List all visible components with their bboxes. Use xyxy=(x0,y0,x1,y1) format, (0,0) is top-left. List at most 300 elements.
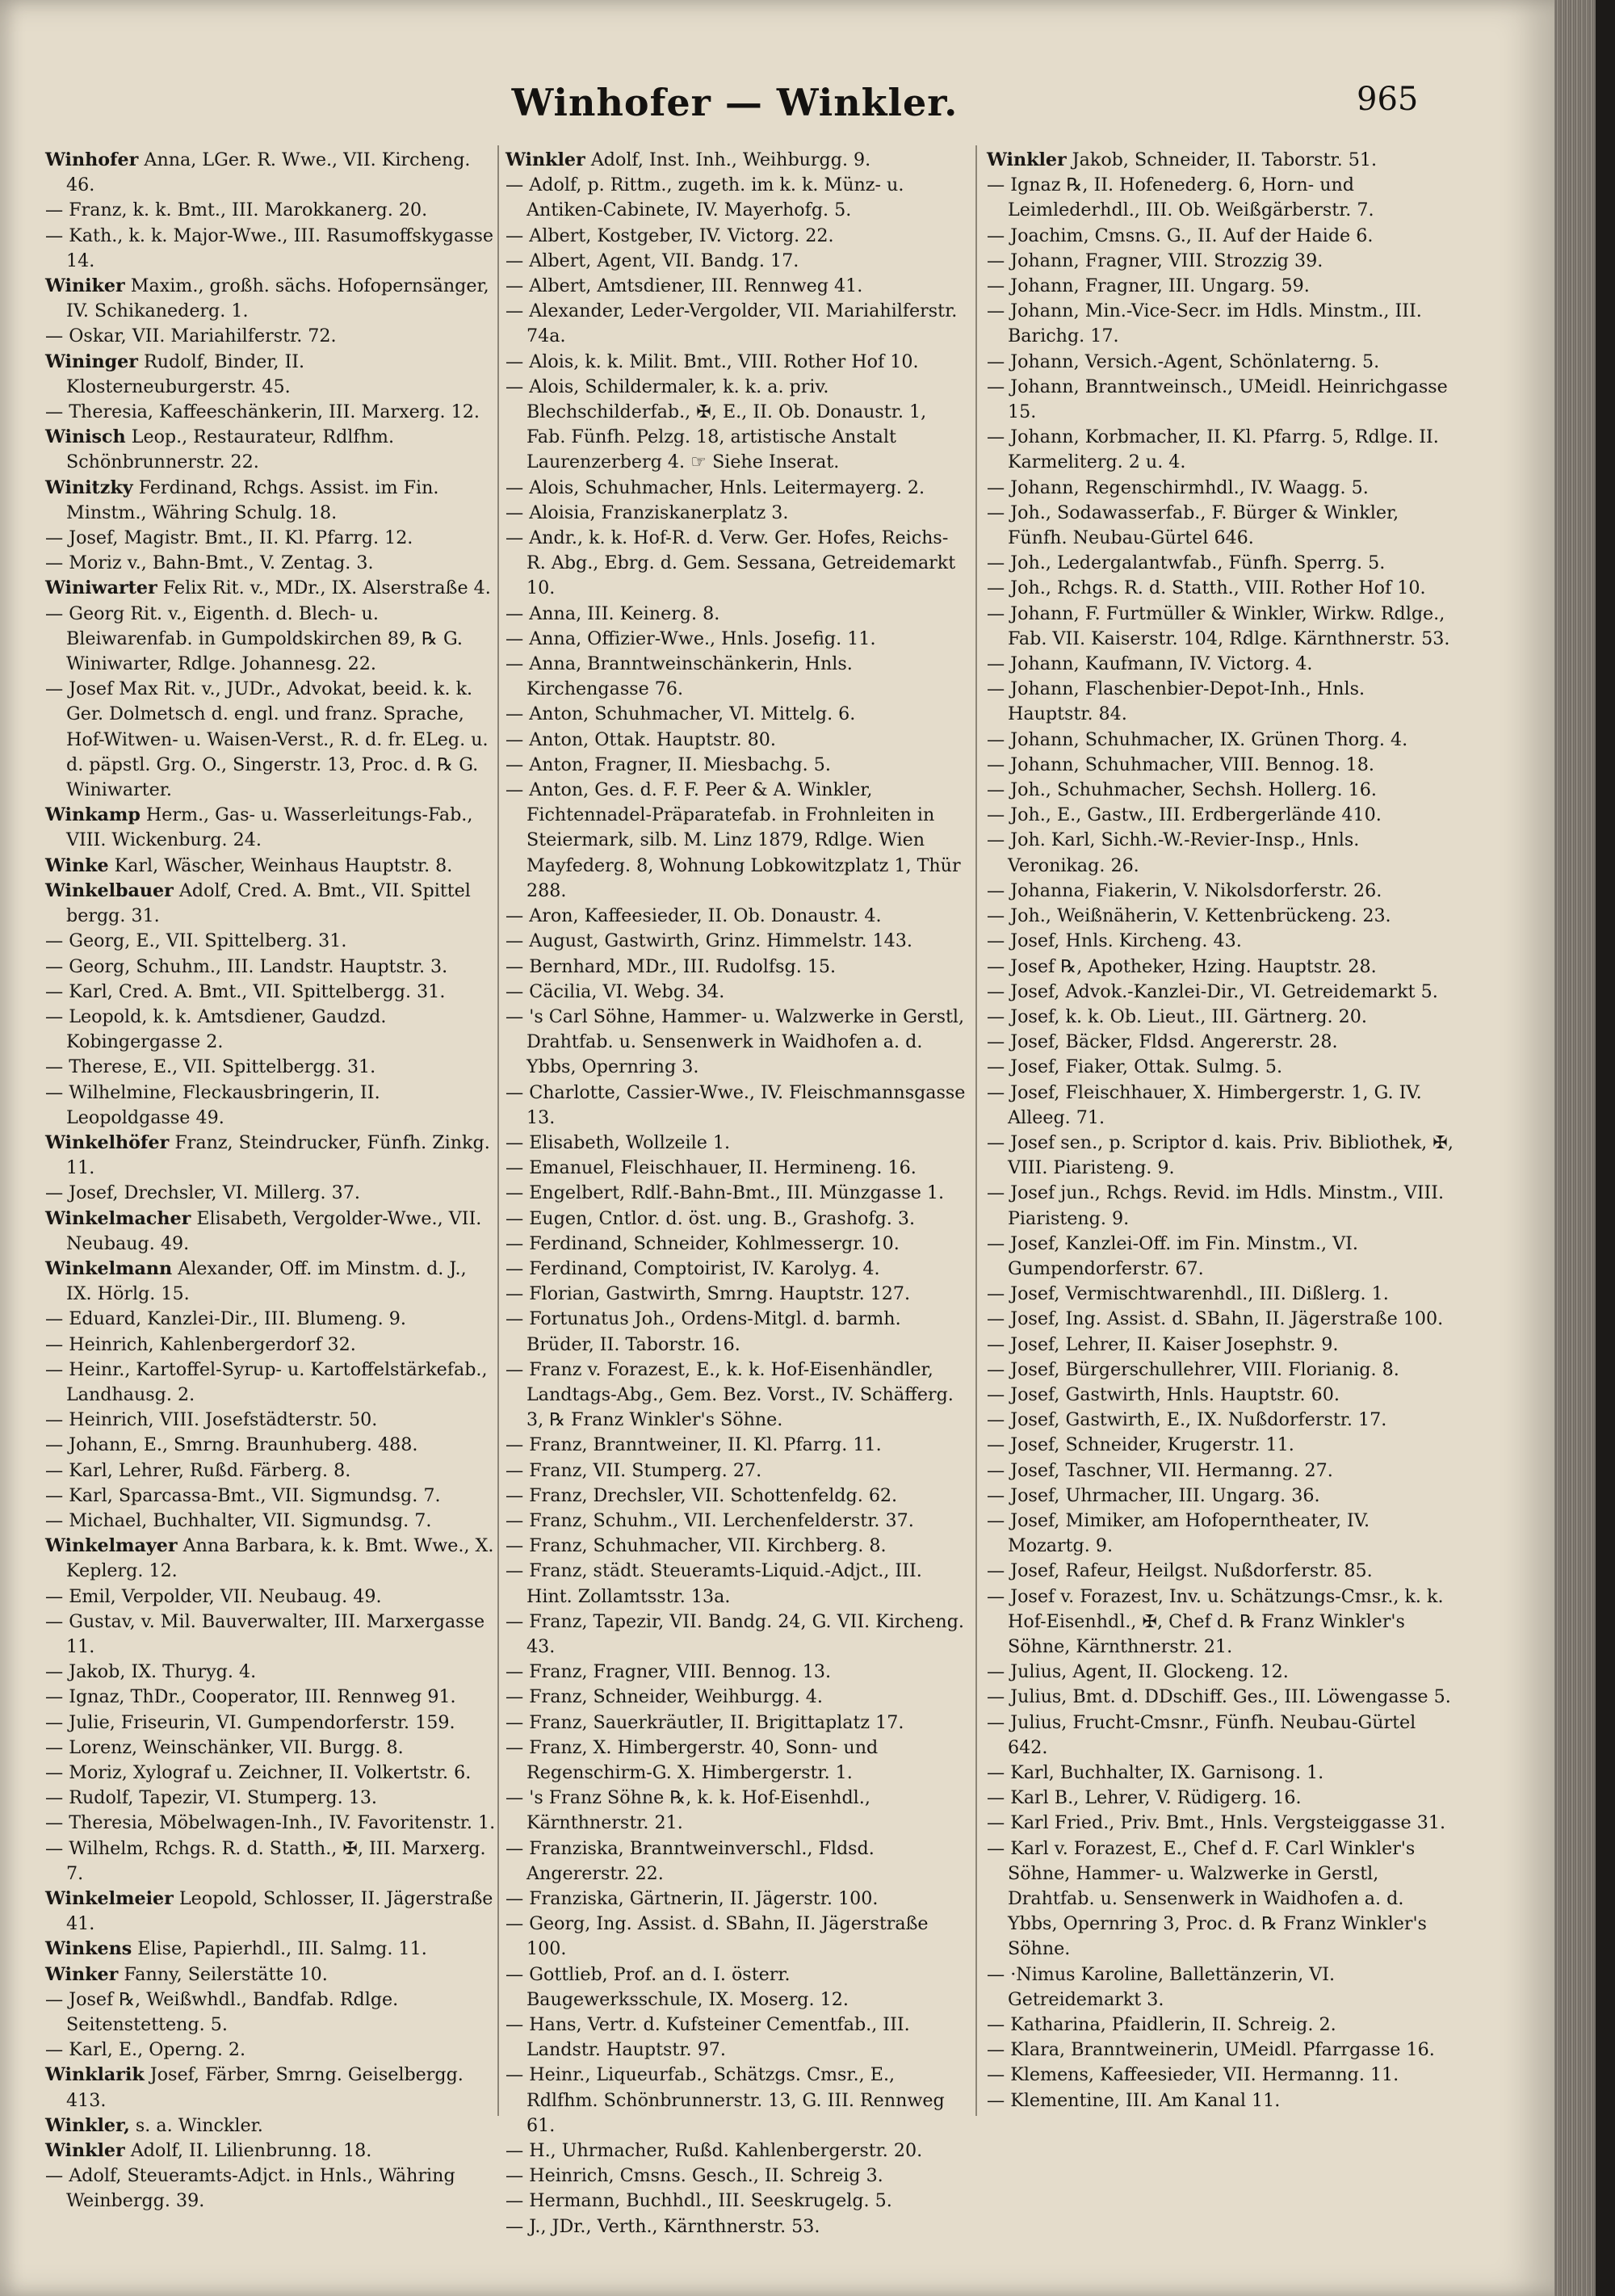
entry-text: — Eugen, Cntlor. d. öst. ung. B., Grashofg. 3. xyxy=(505,1207,916,1229)
entry-text: — Josef ℞, Apotheker, Hzing. Hauptstr. 28. xyxy=(987,955,1377,977)
directory-entry xyxy=(505,1509,967,1534)
entry-text: — Anton, Schuhmacher, VI. Mittelg. 6. xyxy=(505,703,856,725)
entry-text: — Joh., Ledergalantwfab., Fünfh. Sperrg. 5. xyxy=(987,552,1386,574)
entry-text: — Josef jun., Rchgs. Revid. im Hdls. Minstm., VIII. Piaristeng. 9. xyxy=(987,1182,1450,1229)
entry-text: — Moriz, Xylograf u. Zeichner, II. Volkertstr. 6. xyxy=(45,1762,472,1783)
directory-entry xyxy=(505,2189,967,2214)
entry-text: — Karl B., Lehrer, V. Rüdigerg. 16. xyxy=(987,1787,1302,1809)
entry-text: — Charlotte, Cassier-Wwe., IV. Fleischmannsgasse 13. xyxy=(505,1081,971,1128)
directory-entry xyxy=(505,1358,967,1433)
entry-text: — Albert, Kostgeber, IV. Victorg. 22. xyxy=(505,225,834,246)
directory-entry xyxy=(987,1811,1455,1836)
entry-text: — Johanna, Fiakerin, V. Nikolsdorferstr. 26. xyxy=(987,879,1382,901)
directory-entry xyxy=(45,1962,497,1987)
entry-text: — Josef, Drechsler, VI. Millerg. 37. xyxy=(45,1182,360,1204)
entry-surname: Winkelmacher xyxy=(45,1207,191,1229)
directory-entry xyxy=(45,350,497,400)
entry-text: — Josef sen., p. Scriptor d. kais. Priv. Bibliothek, ✠, VIII. Piaristeng. 9. xyxy=(987,1131,1459,1179)
entry-text: — Klara, Branntweinerin, UMeidl. Pfarrgasse 16. xyxy=(987,2039,1435,2061)
entry-text: — Johann, Fragner, VIII. Strozzig 39. xyxy=(987,250,1323,271)
page-header xyxy=(0,81,1554,145)
directory-entry xyxy=(987,1005,1455,1030)
entry-text: — Joh., Weißnäherin, V. Kettenbrückeng. 23. xyxy=(987,905,1391,927)
entry-text: s. a. Winckler. xyxy=(129,2114,263,2136)
directory-entry xyxy=(987,148,1455,173)
directory-entry xyxy=(45,1207,497,1257)
entry-text: — Joh. Karl, Sichh.-W.-Revier-Insp., Hnls. Veronikag. 26. xyxy=(987,829,1365,876)
entry-text: — Josef, Bäcker, Fldsd. Angererstr. 28. xyxy=(987,1031,1338,1053)
entry-text: — Johann, F. Furtmüller & Winkler, Wirkw. Rdlge., Fab. VII. Kaiserstr. 104, Rdlge. Kärnthnerstr. 53. xyxy=(987,602,1451,649)
directory-entry xyxy=(505,778,967,904)
entry-text: — Georg, Ing. Assist. d. SBahn, II. Jägerstraße 100. xyxy=(505,1913,934,1960)
entry-text: — Florian, Gastwirth, Smrng. Hauptstr. 127. xyxy=(505,1283,911,1305)
entry-text: — Johann, Fragner, III. Ungarg. 59. xyxy=(987,275,1310,297)
directory-entry xyxy=(987,1786,1455,1811)
entry-text: — Josef, Hnls. Kircheng. 43. xyxy=(987,930,1242,952)
directory-entry xyxy=(505,476,967,501)
directory-entry xyxy=(505,652,967,702)
entry-surname: Winisch xyxy=(45,426,126,448)
entry-text: — 's Carl Söhne, Hammer- u. Walzwerke in Gerstl, Drahtfab. u. Sensenwerk in Waidhofen a. d. Ybbs, Opernring 3. xyxy=(505,1005,971,1078)
entry-text: — Karl, E., Operng. 2. xyxy=(45,2039,246,2061)
entry-surname: Winkler, xyxy=(45,2114,130,2136)
entry-text: — Katharina, Pfaidlerin, II. Schreig. 2. xyxy=(987,2014,1336,2036)
directory-entry xyxy=(45,929,497,954)
entry-surname: Winhofer xyxy=(45,149,139,170)
directory-entry xyxy=(45,400,497,425)
directory-entry xyxy=(987,1761,1455,1786)
entry-text: — Theresia, Kaffeeschänkerin, III. Marxerg. 12. xyxy=(45,401,480,423)
directory-entry xyxy=(505,224,967,249)
directory-entry xyxy=(505,1660,967,1685)
directory-entry xyxy=(45,1887,497,1937)
directory-entry xyxy=(987,1685,1455,1710)
directory-column-3 xyxy=(987,148,1459,2113)
directory-entry xyxy=(987,576,1455,601)
entry-text: — Joh., E., Gastw., III. Erdbergerlände 410. xyxy=(987,804,1382,826)
entry-text: — Wilhelm, Rchgs. R. d. Statth., ✠, III. Marxerg. 7. xyxy=(45,1837,492,1884)
directory-entry xyxy=(987,1282,1455,1307)
entry-text: — Emil, Verpolder, VII. Neubaug. 49. xyxy=(45,1585,382,1607)
entry-text: — Josef, Gastwirth, E., IX. Nußdorferstr. 17. xyxy=(987,1409,1387,1431)
directory-entry xyxy=(987,2063,1455,2088)
entry-text: — Karl, Sparcassa-Bmt., VII. Sigmundsg. 7. xyxy=(45,1484,441,1506)
entry-text: — Anna, Offizier-Wwe., Hnls. Josefig. 11. xyxy=(505,628,876,649)
directory-entry xyxy=(45,576,497,601)
entry-text: Elisabeth, Vergolder-Wwe., VII. Neubaug. 49. xyxy=(66,1207,488,1254)
directory-entry xyxy=(45,1660,497,1685)
directory-entry xyxy=(45,1710,497,1736)
entry-text: — Josef, Fiaker, Ottak. Sulmg. 5. xyxy=(987,1056,1283,1078)
directory-entry xyxy=(45,854,497,879)
entry-text: — Adolf, Steueramts-Adjct. in Hnls., Währing Weinbergg. 39. xyxy=(45,2165,461,2212)
entry-text: — Julius, Bmt. d. DDschiff. Ges., III. Löwengasse 5. xyxy=(987,1686,1451,1708)
entry-text: — Franz, Schneider, Weihburgg. 4. xyxy=(505,1686,823,1708)
entry-text: Ferdinand, Rchgs. Assist. im Fin. Minstm., Währing Schulg. 18. xyxy=(66,476,445,523)
entry-text: — J., JDr., Verth., Kärnthnerstr. 53. xyxy=(505,2215,820,2237)
entry-text: — Josef, Magistr. Bmt., II. Kl. Pfarrg. 12. xyxy=(45,527,413,549)
directory-entry xyxy=(505,980,967,1005)
entry-text: — Franz, Sauerkräutler, II. Brigittaplatz 17. xyxy=(505,1711,904,1733)
entry-text: — Albert, Agent, VII. Bandg. 17. xyxy=(505,250,799,271)
directory-entry xyxy=(45,1055,497,1080)
book-page-edges xyxy=(1554,0,1615,2296)
entry-text: — Heinrich, Kahlenbergerdorf 32. xyxy=(45,1333,356,1355)
directory-entry xyxy=(505,1156,967,1181)
directory-entry xyxy=(987,1585,1455,1660)
directory-entry xyxy=(45,1786,497,1811)
directory-entry xyxy=(45,1181,497,1206)
entry-text: — Therese, E., VII. Spittelbergg. 31. xyxy=(45,1056,376,1078)
directory-entry xyxy=(987,2038,1455,2063)
entry-text: Adolf, II. Lilienbrunng. 18. xyxy=(124,2140,372,2162)
entry-text: — Georg, E., VII. Spittelberg. 31. xyxy=(45,930,347,952)
entry-text: Rudolf, Binder, II. Klosterneuburgerstr. 45. xyxy=(66,350,311,397)
directory-entry xyxy=(45,677,497,803)
directory-entry xyxy=(505,1131,967,1156)
directory-entry xyxy=(505,1786,967,1836)
entry-text: — Josef, Vermischtwarenhdl., III. Dißlerg. 1. xyxy=(987,1283,1389,1305)
entry-text: — Josef, k. k. Ob. Lieut., III. Gärtnerg. 20. xyxy=(987,1005,1367,1027)
entry-text: Franz, Steindrucker, Fünfh. Zinkg. 11. xyxy=(66,1131,496,1179)
directory-entry xyxy=(987,602,1455,652)
directory-entry xyxy=(987,476,1455,501)
directory-entry xyxy=(987,249,1455,274)
entry-text: — Lorenz, Weinschänker, VII. Burgg. 8. xyxy=(45,1736,404,1758)
entry-text: — Franz, Schuhmacher, VII. Kirchberg. 8. xyxy=(505,1535,887,1557)
directory-entry xyxy=(505,2164,967,2189)
entry-surname: Winkelmann xyxy=(45,1257,173,1279)
directory-entry xyxy=(45,1811,497,1836)
entry-text: — Karl, Cred. A. Bmt., VII. Spittelbergg. 31. xyxy=(45,980,446,1002)
entry-text: — Josef, Mimiker, am Hofoperntheater, IV. Mozartg. 9. xyxy=(987,1509,1376,1557)
entry-text: Leopold, Schlosser, II. Jägerstraße 41. xyxy=(66,1888,499,1935)
directory-entry xyxy=(505,602,967,627)
directory-entry xyxy=(45,1585,497,1610)
directory-entry xyxy=(987,879,1455,904)
directory-entry xyxy=(45,1937,497,1962)
entry-text: — Joh., Schuhmacher, Sechsh. Hollerg. 16. xyxy=(987,779,1377,801)
directory-entry xyxy=(505,1912,967,1962)
entry-text: — Engelbert, Rdlf.-Bahn-Bmt., III. Münzgasse 1. xyxy=(505,1182,945,1204)
directory-entry xyxy=(987,173,1455,223)
directory-entry xyxy=(505,1307,967,1357)
entry-text: — Franz, Branntweiner, II. Kl. Pfarrg. 11. xyxy=(505,1434,882,1456)
directory-entry xyxy=(505,702,967,727)
directory-column-2 xyxy=(505,148,971,2239)
directory-entry xyxy=(45,2063,497,2113)
directory-entry xyxy=(505,1484,967,1509)
directory-entry xyxy=(987,2013,1455,2038)
entry-text: — Bernhard, MDr., III. Rudolfsg. 15. xyxy=(505,955,837,977)
entry-text: — Emanuel, Fleischhauer, II. Hermineng. 16. xyxy=(505,1157,917,1179)
entry-text: — Johann, Regenschirmhdl., IV. Waagg. 5. xyxy=(987,476,1369,498)
directory-entry xyxy=(45,148,497,198)
entry-text: Fanny, Seilerstätte 10. xyxy=(118,1963,328,1985)
entry-text: — Josef v. Forazest, Inv. u. Schätzungs-Cmsr., k. k. Hof-Eisenhdl., ✠, Chef d. ℞ Franz Winkler's Söhne, Kärnthnerstr. 21. xyxy=(987,1585,1449,1657)
entry-text: — Josef, Schneider, Krugerstr. 11. xyxy=(987,1434,1294,1456)
directory-entry xyxy=(987,350,1455,375)
entry-text: — Alois, Schuhmacher, Hnls. Leitermayerg. 2. xyxy=(505,476,925,498)
directory-entry xyxy=(987,1081,1455,1131)
directory-entry xyxy=(505,375,967,476)
entry-text: — Franz, Schuhm., VII. Lerchenfelderstr. 37. xyxy=(505,1509,914,1531)
directory-entry xyxy=(45,274,497,324)
directory-entry xyxy=(987,1836,1455,1962)
directory-entry xyxy=(987,1660,1455,1685)
directory-entry xyxy=(45,1685,497,1710)
entry-text: — Alexander, Leder-Vergolder, VII. Mariahilferstr. 74a. xyxy=(505,300,963,347)
directory-entry xyxy=(987,652,1455,677)
entry-text: — Johann, Versich.-Agent, Schönlaterng. 5. xyxy=(987,350,1380,372)
entry-text: — Karl v. Forazest, E., Chef d. F. Carl Winkler's Söhne, Hammer- u. Walzwerke in Gerstl, Drahtfab. u. Sensenwerk in Waidhofen a. d. Ybbs, Opernring 3, Proc. d. ℞ Franz Winkler's Söhne. xyxy=(987,1837,1433,1960)
entry-text: — Heinr., Liqueurfab., Schätzgs. Cmsr., E., Rdlfhm. Schönbrunnerstr. 13, G. III. Rennweg 61. xyxy=(505,2064,950,2136)
entry-text: — Albert, Amtsdiener, III. Rennweg 41. xyxy=(505,275,863,297)
entry-text: — Adolf, p. Rittm., zugeth. im k. k. Münz- u. Antiken-Cabinete, IV. Mayerhofg. 5. xyxy=(505,174,910,221)
entry-surname: Wininger xyxy=(45,350,138,372)
directory-entry xyxy=(505,1710,967,1736)
directory-entry xyxy=(987,224,1455,249)
directory-entry xyxy=(45,1358,497,1408)
entry-text: — Gustav, v. Mil. Bauverwalter, III. Marxergasse 11. xyxy=(45,1610,491,1657)
directory-entry xyxy=(45,526,497,551)
entry-text: — Rudolf, Tapezir, VI. Stumperg. 13. xyxy=(45,1787,377,1809)
directory-entry xyxy=(45,2038,497,2063)
entry-surname: Winkelmeier xyxy=(45,1888,174,1910)
directory-entry xyxy=(987,551,1455,576)
directory-entry xyxy=(987,677,1455,727)
directory-entry xyxy=(45,1736,497,1761)
entry-text: — Franz, Tapezir, VII. Bandg. 24, G. VII. Kircheng. 43. xyxy=(505,1610,971,1657)
directory-entry xyxy=(45,1433,497,1458)
entry-text: — 's Franz Söhne ℞, k. k. Hof-Eisenhdl., Kärnthnerstr. 21. xyxy=(505,1787,876,1834)
entry-text: — Karl, Buchhalter, IX. Garnisong. 1. xyxy=(987,1762,1324,1783)
directory-entry xyxy=(505,955,967,980)
entry-text: Felix Rit. v., MDr., IX. Alserstraße 4. xyxy=(157,577,491,599)
directory-entry xyxy=(987,778,1455,803)
entry-text: — Johann, Schuhmacher, IX. Grünen Thorg. 4. xyxy=(987,728,1408,750)
entry-surname: Winkelhöfer xyxy=(45,1131,170,1153)
directory-entry xyxy=(45,1257,497,1307)
entry-text: — Franziska, Gärtnerin, II. Jägerstr. 100. xyxy=(505,1888,879,1910)
entry-text: — Franz v. Forazest, E., k. k. Hof-Eisenhändler, Landtags-Abg., Gem. Bez. Vorst., IV. Schäfferg. 3, ℞ Franz Winkler's Söhne. xyxy=(505,1358,959,1431)
entry-text: — Julie, Friseurin, VI. Gumpendorferstr. 159. xyxy=(45,1711,455,1733)
entry-surname: Winkens xyxy=(45,1938,132,1960)
entry-text: — Hans, Vertr. d. Kufsteiner Cementfab., III. Landstr. Hauptstr. 97. xyxy=(505,2014,916,2061)
entry-text: — Franz, Fragner, VIII. Bennog. 13. xyxy=(505,1661,832,1683)
directory-entry xyxy=(987,904,1455,929)
entry-text: — Heinr., Kartoffel-Syrup- u. Kartoffelstärkefab., Landhausg. 2. xyxy=(45,1358,493,1405)
entry-text: — Heinrich, Cmsns. Gesch., II. Schreig 3. xyxy=(505,2165,883,2187)
directory-entry xyxy=(987,1710,1455,1761)
entry-text: — Anna, III. Keinerg. 8. xyxy=(505,602,720,624)
entry-text: — Anton, Ottak. Hauptstr. 80. xyxy=(505,728,776,750)
directory-entry xyxy=(505,1685,967,1710)
directory-entry xyxy=(987,955,1455,980)
column-divider xyxy=(497,145,499,2116)
entry-text: Anna Barbara, k. k. Bmt. Wwe., X. Keplerg. 12. xyxy=(66,1535,500,1582)
entry-text: — Franziska, Branntweinverschl., Fldsd. Angererstr. 22. xyxy=(505,1837,880,1884)
entry-text: Adolf, Inst. Inh., Weihburgg. 9. xyxy=(585,149,871,170)
entry-text: — Hermann, Buchhdl., III. Seeskrugelg. 5. xyxy=(505,2190,892,2212)
entry-text: — Theresia, Möbelwagen-Inh., IV. Favoritenstr. 1. xyxy=(45,1812,496,1834)
entry-text: — Franz, Drechsler, VII. Schottenfeldg. 62. xyxy=(505,1484,898,1506)
directory-entry xyxy=(987,1307,1455,1332)
directory-entry xyxy=(505,1257,967,1282)
entry-text: — Klemens, Kaffeesieder, VII. Hermanng. 11. xyxy=(987,2064,1399,2086)
entry-text: Jakob, Schneider, II. Taborstr. 51. xyxy=(1066,149,1377,170)
directory-entry xyxy=(987,929,1455,954)
directory-entry xyxy=(505,1181,967,1206)
entry-text: — Franz, k. k. Bmt., III. Marokkanerg. 20. xyxy=(45,199,428,221)
entry-text: — Klementine, III. Am Kanal 11. xyxy=(987,2089,1281,2111)
entry-text: — Johann, Min.-Vice-Secr. im Hdls. Minstm., III. Barichg. 17. xyxy=(987,300,1428,347)
entry-text: — Joh., Rchgs. R. d. Statth., VIII. Rother Hof 10. xyxy=(987,577,1426,599)
directory-entry xyxy=(987,1408,1455,1433)
entry-text: Alexander, Off. im Minstm. d. J., IX. Hörlg. 15. xyxy=(66,1257,472,1305)
directory-entry xyxy=(45,1836,497,1887)
directory-entry xyxy=(505,1962,967,2013)
directory-entry xyxy=(505,1433,967,1458)
entry-text: — Franz, VII. Stumperg. 27. xyxy=(505,1459,762,1481)
directory-entry xyxy=(505,1836,967,1887)
entry-text: — Aron, Kaffeesieder, II. Ob. Donaustr. 4. xyxy=(505,905,882,927)
directory-entry xyxy=(987,1962,1455,2013)
directory-entry xyxy=(505,1282,967,1307)
entry-text: — Oskar, VII. Mariahilferstr. 72. xyxy=(45,325,337,347)
entry-text: — Franz, X. Himbergerstr. 40, Sonn- und Regenschirm-G. X. Himbergerstr. 1. xyxy=(505,1736,884,1783)
directory-entry xyxy=(505,2063,967,2139)
directory-entry xyxy=(45,324,497,349)
directory-entry xyxy=(505,1232,967,1257)
entry-text: Karl, Wäscher, Weinhaus Hauptstr. 8. xyxy=(108,854,453,876)
directory-entry xyxy=(505,728,967,753)
directory-entry xyxy=(505,350,967,375)
entry-text: — Kath., k. k. Major-Wwe., III. Rasumoffskygasse 14. xyxy=(45,225,500,271)
entry-text: Maxim., großh. sächs. Hofopernsänger, IV. Schikanederg. 1. xyxy=(66,275,495,322)
entry-text: — ·Nimus Karoline, Ballettänzerin, VI. Getreidemarkt 3. xyxy=(987,1963,1341,2010)
directory-entry xyxy=(987,1459,1455,1484)
entry-text: Adolf, Cred. A. Bmt., VII. Spittel bergg. 31. xyxy=(66,879,476,927)
directory-entry xyxy=(987,1055,1455,1080)
entry-surname: Winker xyxy=(45,1963,119,1985)
entry-surname: Winkler xyxy=(987,149,1067,170)
page-number: 965 xyxy=(1357,81,1419,118)
entry-text: — Karl Fried., Priv. Bmt., Hnls. Vergsteiggasse 31. xyxy=(987,1812,1445,1834)
entry-text: — Ferdinand, Schneider, Kohlmessergr. 10. xyxy=(505,1232,900,1254)
entry-surname: Winkelbauer xyxy=(45,879,174,901)
directory-entry xyxy=(505,173,967,223)
directory-entry xyxy=(987,1030,1455,1055)
entry-text: — Ignaz ℞, II. Hofenederg. 6, Horn- und Leimlederhdl., III. Ob. Weißgärberstr. 7. xyxy=(987,174,1374,221)
entry-text: — Jakob, IX. Thuryg. 4. xyxy=(45,1661,257,1683)
directory-entry xyxy=(505,2013,967,2063)
directory-entry xyxy=(987,728,1455,753)
entry-text: — Joachim, Cmsns. G., II. Auf der Haide 6. xyxy=(987,225,1374,246)
entry-text: — Anton, Fragner, II. Miesbachg. 5. xyxy=(505,753,831,775)
directory-entry xyxy=(45,1131,497,1181)
entry-text: — Elisabeth, Wollzeile 1. xyxy=(505,1131,731,1153)
directory-entry xyxy=(987,1383,1455,1408)
entry-text: — Heinrich, VIII. Josefstädterstr. 50. xyxy=(45,1409,378,1431)
entry-surname: Winkelmayer xyxy=(45,1535,178,1557)
entry-text: — Josef, Advok.-Kanzlei-Dir., VI. Getreidemarkt 5. xyxy=(987,980,1438,1002)
entry-text: — Johann, E., Smrng. Braunhuberg. 488. xyxy=(45,1434,418,1456)
directory-entry xyxy=(505,904,967,929)
directory-entry xyxy=(505,753,967,778)
entry-text: — Franz, städt. Steueramts-Liquid.-Adjct., III. Hint. Zollamtsstr. 13a. xyxy=(505,1560,928,1607)
directory-entry xyxy=(505,1559,967,1609)
directory-entry xyxy=(45,1534,500,1584)
entry-text: Josef, Färber, Smrng. Geiselbergg. 413. xyxy=(66,2064,469,2111)
entry-text: — Wilhelmine, Fleckausbringerin, II. Leopoldgasse 49. xyxy=(45,1081,386,1128)
entry-text: — Johann, Schuhmacher, VIII. Bennog. 18. xyxy=(987,753,1374,775)
directory-entry xyxy=(987,2088,1455,2113)
entry-text: — Anna, Branntweinschänkerin, Hnls. Kirchengasse 76. xyxy=(505,653,858,700)
entry-text: — Josef Max Rit. v., JUDr., Advokat, beeid. k. k. Ger. Dolmetsch d. engl. und franz. Sprache, Hof-Witwen- u. Waisen-Verst., R. d. fr. ELeg. u. d. päpstl. Grg. O., Singerstr. 13, Proc. d. ℞ G. Winiwarter. xyxy=(45,678,494,801)
entry-surname: Winitzky xyxy=(45,476,133,498)
directory-entry xyxy=(45,2164,497,2214)
directory-entry xyxy=(505,249,967,274)
entry-text: — Ignaz, ThDr., Cooperator, III. Rennweg 91. xyxy=(45,1686,456,1708)
entry-text: — Josef, Ing. Assist. d. SBahn, II. Jägerstraße 100. xyxy=(987,1308,1444,1330)
directory-entry xyxy=(987,1131,1459,1181)
directory-entry xyxy=(45,1761,497,1786)
entry-text: — Alois, Schildermaler, k. k. a. priv. Blechschilderfab., ✠, E., II. Ob. Donaustr. 1, Fab. Fünfh. Pelzg. 18, artistische Anstalt Laurenzerberg 4. ☞ Siehe Inserat. xyxy=(505,376,933,473)
directory-entry xyxy=(987,1333,1455,1358)
directory-entry xyxy=(505,501,967,526)
directory-entry xyxy=(45,1307,497,1332)
directory-entry xyxy=(987,274,1455,299)
entry-text: — Johann, Branntweinsch., UMeidl. Heinrichgasse 15. xyxy=(987,376,1454,423)
directory-entry xyxy=(987,375,1455,425)
directory-entry xyxy=(505,1534,967,1559)
entry-text: — Josef ℞, Weißwhdl., Bandfab. Rdlge. Seitenstetteng. 5. xyxy=(45,1988,405,2036)
directory-entry xyxy=(987,1358,1455,1383)
directory-entry xyxy=(987,828,1455,878)
directory-entry xyxy=(505,1081,971,1131)
directory-entry xyxy=(45,955,497,980)
directory-entry xyxy=(45,1610,497,1660)
entry-text: — Cäcilia, VI. Webg. 34. xyxy=(505,980,725,1002)
entry-text: — Josef, Uhrmacher, III. Ungarg. 36. xyxy=(987,1484,1320,1506)
directory-entry xyxy=(45,1484,497,1509)
directory-entry xyxy=(45,425,497,475)
directory-entry xyxy=(987,1433,1455,1458)
entry-text: Elise, Papierhdl., III. Salmg. 11. xyxy=(132,1938,427,1960)
entry-text: Anna, LGer. R. Wwe., VII. Kircheng. 46. xyxy=(66,149,476,196)
entry-text: — Georg Rit. v., Eigenth. d. Blech- u. Bleiwarenfab. in Gumpoldskirchen 89, ℞ G. Winiwarter, Rdlge. Johannesg. 22. xyxy=(45,602,469,675)
directory-entry xyxy=(505,148,967,173)
directory-entry xyxy=(987,501,1455,551)
directory-entry xyxy=(987,753,1455,778)
directory-entry xyxy=(45,1509,497,1534)
directory-entry xyxy=(45,803,497,853)
entry-text: — Josef, Lehrer, II. Kaiser Josephstr. 9. xyxy=(987,1333,1339,1355)
entry-text: — Leopold, k. k. Amtsdiener, Gaudzd. Kobingergasse 2. xyxy=(45,1005,392,1053)
entry-text: — Ferdinand, Comptoirist, IV. Karolyg. 4. xyxy=(505,1257,880,1279)
directory-entry xyxy=(987,425,1455,475)
entry-text: — Josef, Kanzlei-Off. im Fin. Minstm., VI. Gumpendorferstr. 67. xyxy=(987,1232,1364,1279)
entry-text: — Anton, Ges. d. F. F. Peer & A. Winkler, Fichtennadel-Präparatefab. in Frohnleiten in Steiermark, silb. M. Linz 1879, Rdlge. Wien Mayfederg. 8, Wohnung Lobkowitzplatz 1, Thür 288. xyxy=(505,779,967,901)
entry-text: — Moriz v., Bahn-Bmt., V. Zentag. 3. xyxy=(45,552,374,574)
directory-column-1 xyxy=(45,148,500,2214)
column-divider xyxy=(975,145,977,2116)
directory-entry xyxy=(505,526,967,602)
directory-entry xyxy=(505,1887,967,1912)
directory-entry xyxy=(505,1736,967,1786)
entry-text: — Alois, k. k. Milit. Bmt., VIII. Rother Hof 10. xyxy=(505,350,919,372)
